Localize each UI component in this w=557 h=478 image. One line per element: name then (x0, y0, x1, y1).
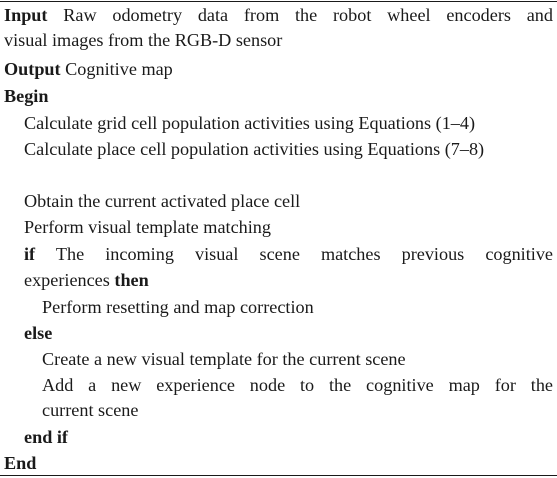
input-keyword: Input (4, 5, 48, 25)
step-grid-cell (24, 111, 557, 135)
if-text-1: The incoming visual scene matches previous cognitive (55, 244, 554, 264)
step-create (42, 347, 557, 371)
step-obtain-text: Obtain the current activated place cell (24, 191, 301, 211)
step-add-text-1: Add a new experience node to the cognitive map for the (42, 375, 553, 395)
output-line (4, 57, 557, 81)
input-line-2 (4, 28, 557, 52)
step-obtain (24, 189, 557, 213)
input-text-2: visual images from the RGB-D sensor (4, 30, 283, 50)
step-add-line-1 (42, 373, 553, 397)
begin-line (4, 84, 557, 108)
else-line (24, 321, 557, 345)
if-keyword: if (24, 244, 36, 264)
end-if-keyword: end if (24, 427, 68, 447)
begin-keyword: Begin (4, 86, 49, 106)
step-create-text: Create a new visual template for the current scene (42, 349, 406, 369)
end-line (4, 451, 557, 475)
step-grid-text: Calculate grid cell population activities using Equations (1–4) (24, 113, 476, 133)
step-add-text-2: current scene (42, 400, 139, 420)
step-place-cell (24, 137, 557, 161)
step-reset-text: Perform resetting and map correction (42, 297, 314, 317)
output-text: Cognitive map (65, 59, 173, 79)
step-reset (42, 295, 557, 319)
step-add-line-2 (42, 398, 557, 422)
if-line-1 (24, 242, 553, 266)
step-match-text: Perform visual template matching (24, 217, 271, 237)
then-keyword: then (114, 270, 149, 290)
input-text-1: Raw odometry data from the robot wheel encoders and (63, 5, 553, 25)
algorithm-box (0, 1, 557, 476)
end-keyword: End (4, 453, 37, 473)
if-text-2: experiences (24, 270, 110, 290)
else-keyword: else (24, 323, 53, 343)
input-line-1 (4, 3, 553, 27)
step-place-text: Calculate place cell population activities using Equations (7–8) (24, 139, 485, 159)
output-keyword: Output (4, 59, 61, 79)
if-line-2 (24, 268, 557, 292)
end-if-line (24, 425, 557, 449)
step-match (24, 215, 557, 239)
